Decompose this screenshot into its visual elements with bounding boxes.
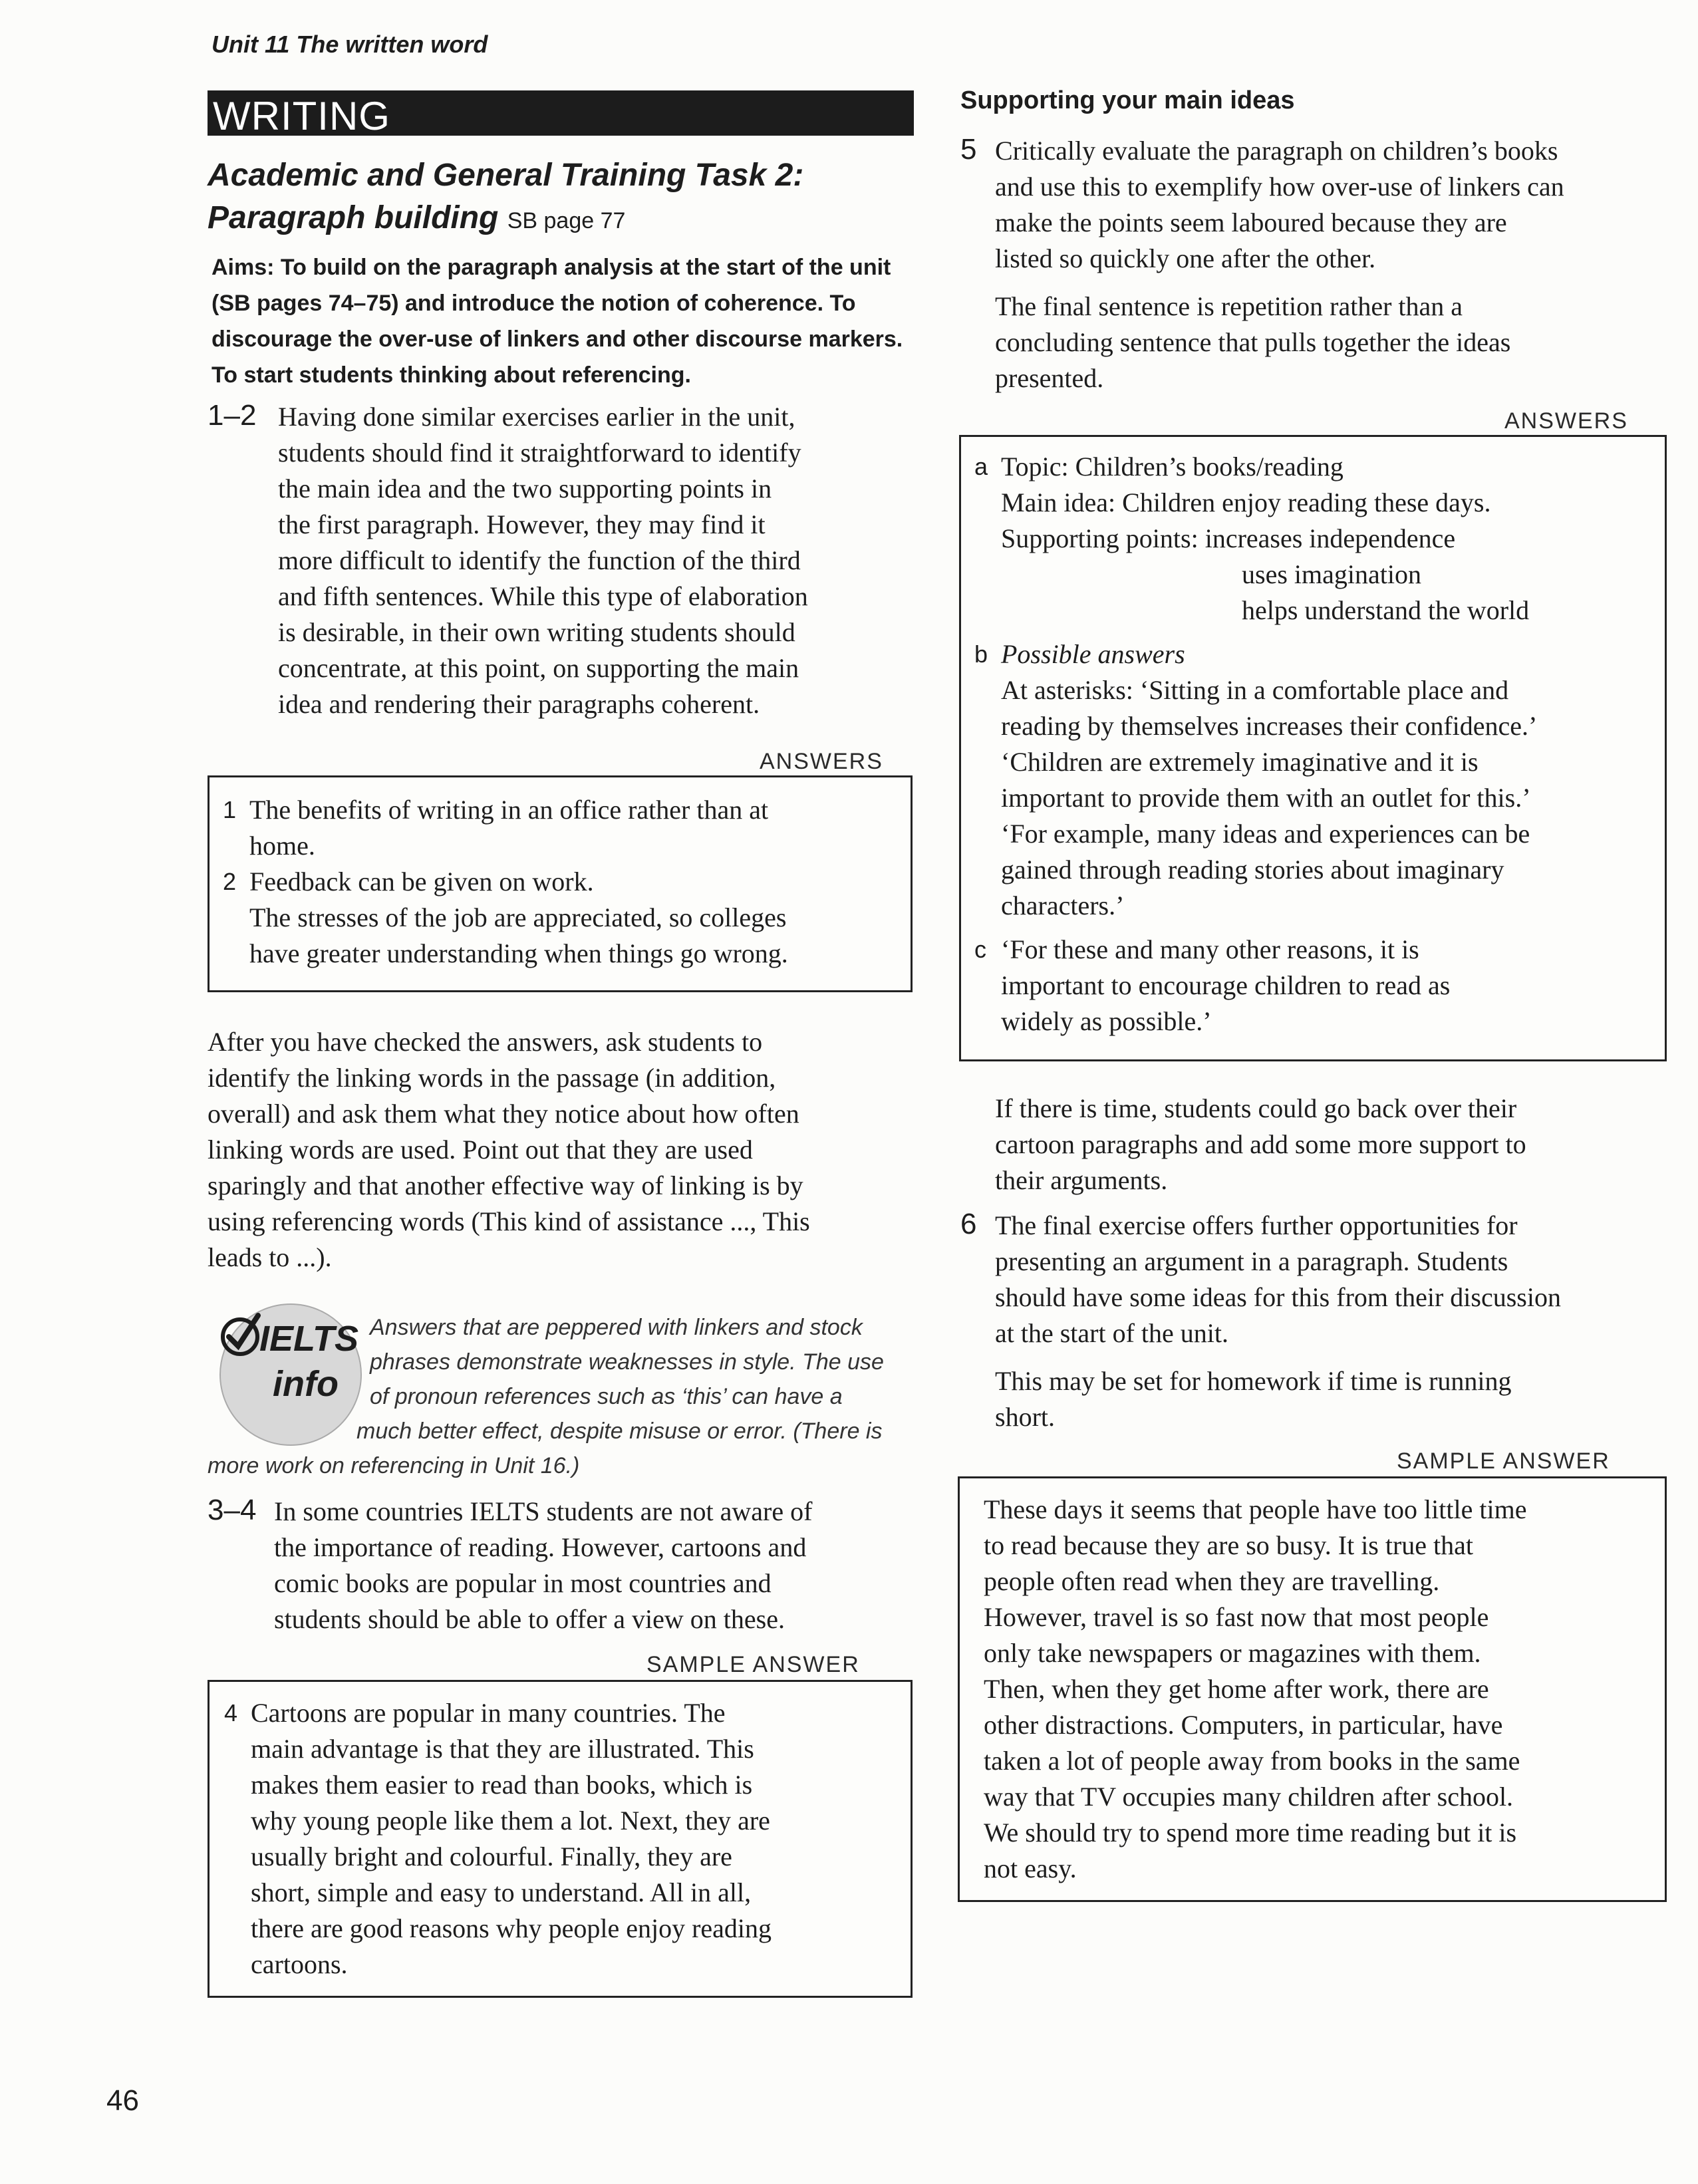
step-6: [960, 1208, 1679, 1435]
after-answers-paragraph: [995, 1091, 1680, 1198]
step-text: [995, 1208, 1679, 1435]
sample-answer-text: [984, 1492, 1641, 1887]
answer-item: [223, 864, 897, 972]
sample-answer-item: [224, 1695, 896, 1982]
line: This may be set for homework if time is running: [995, 1366, 1512, 1396]
line: way that TV occupies many children after school.: [984, 1782, 1514, 1812]
line: These days it seems that people have too little time: [984, 1494, 1527, 1524]
step-1-2: [208, 399, 919, 722]
line: ‘Children are extremely imaginative and it is: [1001, 747, 1479, 777]
line: overall) and ask them what they notice about how often: [208, 1099, 799, 1129]
section-title: WRITING: [213, 94, 390, 138]
sample-answer-label: SAMPLE ANSWER: [646, 1652, 860, 1677]
line: comic books are popular in most countries and: [274, 1568, 772, 1598]
ielts-info-text-end: more work on referencing in Unit 16.): [208, 1453, 580, 1478]
section-title-bar: [208, 90, 914, 136]
line: and use this to exemplify how over-use of linkers can: [995, 172, 1564, 202]
line: widely as possible.’: [1001, 1006, 1212, 1036]
line: Feedback can be given on work.: [249, 867, 594, 896]
task-title-text: Academic and General Training Task 2: Paragraph building: [208, 158, 804, 235]
line: The final sentence is repetition rather than a: [995, 291, 1463, 321]
answer-letter: c: [974, 936, 986, 963]
line: why young people like them a lot. Next, they are: [251, 1806, 770, 1836]
line: concentrate, at this point, on supporting the main: [278, 653, 799, 683]
line: more difficult to identify the function of the third: [278, 545, 801, 575]
line: uses imagination: [1242, 559, 1421, 589]
line: gained through reading stories about imaginary: [1001, 855, 1504, 885]
line: short, simple and easy to understand. All in all,: [251, 1877, 752, 1907]
answers-label: ANSWERS: [760, 749, 883, 774]
line: linking words are used. Point out that they are used: [208, 1135, 753, 1164]
answer-number: 1: [223, 796, 237, 823]
ielts-info-text: [356, 1310, 915, 1448]
line: Then, when they get home after work, there are: [984, 1674, 1489, 1704]
line: should have some ideas for this from their discussion: [995, 1282, 1561, 1312]
line: main advantage is that they are illustrated. This: [251, 1734, 754, 1764]
line: presented.: [995, 363, 1104, 393]
line: Topic: Children’s books/reading: [1001, 452, 1344, 481]
line: ‘For these and many other reasons, it is: [1001, 934, 1419, 964]
answer-item-c: [974, 932, 1651, 1039]
step-number: 3–4: [208, 1494, 257, 1526]
line: not easy.: [984, 1853, 1077, 1883]
line: of pronoun references such as ‘this’ can have a: [370, 1384, 843, 1409]
line: identify the linking words in the passage (in addition,: [208, 1063, 776, 1093]
step-text: [995, 133, 1679, 396]
line: After you have checked the answers, ask students to: [208, 1027, 763, 1057]
subheading: Supporting your main ideas: [960, 86, 1295, 114]
line: short.: [995, 1402, 1055, 1432]
answer-number: 2: [223, 868, 237, 895]
after-answers-paragraph: [208, 1024, 926, 1276]
line: However, travel is so fast now that most people: [984, 1602, 1489, 1632]
line: The stresses of the job are appreciated, so colleges: [249, 902, 787, 932]
step-5: [960, 133, 1679, 396]
line: and fifth sentences. While this type of elaboration: [278, 581, 808, 611]
line: reading by themselves increases their confidence.’: [1001, 711, 1538, 741]
line: the first paragraph. However, they may find it: [278, 509, 766, 539]
line: at the start of the unit.: [995, 1318, 1229, 1348]
step-3-4: [208, 1494, 926, 1637]
task-title: [208, 154, 906, 242]
check-icon: [217, 1311, 263, 1358]
line: important to encourage children to read as: [1001, 970, 1451, 1000]
unit-header: Unit 11 The written word: [212, 31, 488, 58]
line: home.: [249, 831, 315, 861]
line: make the points seem laboured because they are: [995, 207, 1507, 237]
line: If there is time, students could go back over their: [995, 1093, 1517, 1123]
line: idea and rendering their paragraphs coherent.: [278, 689, 760, 719]
line: have greater understanding when things go wrong.: [249, 938, 788, 968]
answer-letter: a: [974, 453, 988, 480]
line: sparingly and that another effective way of linking is by: [208, 1170, 803, 1200]
line: makes them easier to read than books, which is: [251, 1770, 753, 1800]
answer-letter: b: [974, 640, 988, 668]
line: only take newspapers or magazines with them.: [984, 1638, 1481, 1668]
step-text: [278, 399, 919, 722]
line: cartoons.: [251, 1949, 348, 1979]
line: much better effect, despite misuse or error. (There is: [356, 1419, 883, 1444]
answer-item-b: [974, 636, 1651, 924]
sample-answer-box: [208, 1680, 913, 1998]
line: important to provide them with an outlet for this.’: [1001, 783, 1531, 813]
page-number: 46: [106, 2084, 139, 2117]
sb-page-ref: SB page 77: [507, 208, 626, 233]
step-number: 1–2: [208, 399, 257, 432]
line: students should find it straightforward to identify: [278, 438, 801, 468]
line: ‘For example, many ideas and experiences can be: [1001, 819, 1530, 849]
line: cartoon paragraphs and add some more support to: [995, 1129, 1526, 1159]
step-text: [274, 1494, 926, 1637]
line: Critically evaluate the paragraph on children’s books: [995, 136, 1558, 166]
line: listed so quickly one after the other.: [995, 243, 1376, 273]
answers-box: [208, 775, 913, 992]
step-number: 6: [960, 1208, 977, 1240]
line: usually bright and colourful. Finally, they are: [251, 1842, 732, 1871]
line: the importance of reading. However, cartoons and: [274, 1532, 807, 1562]
answer-item-a: [974, 449, 1651, 628]
answer-item: [223, 792, 897, 864]
ielts-badge-title: IELTS: [259, 1319, 359, 1359]
line: people often read when they are travelling.: [984, 1566, 1440, 1596]
line: presenting an argument in a paragraph. Students: [995, 1246, 1508, 1276]
answers-box: [959, 435, 1667, 1061]
line: Having done similar exercises earlier in the unit,: [278, 402, 795, 432]
line: other distractions. Computers, in particular, have: [984, 1710, 1503, 1740]
line: Answers that are peppered with linkers and stock: [370, 1315, 863, 1340]
line: is desirable, in their own writing students should: [278, 617, 795, 647]
line: phrases demonstrate weaknesses in style. The use: [370, 1349, 884, 1375]
line: there are good reasons why people enjoy reading: [251, 1913, 772, 1943]
answers-label: ANSWERS: [1504, 408, 1628, 434]
line: the main idea and the two supporting points in: [278, 474, 772, 503]
line: their arguments.: [995, 1165, 1168, 1195]
line: The benefits of writing in an office rather than at: [249, 795, 769, 825]
line: We should try to spend more time reading but it is: [984, 1818, 1517, 1847]
line: using referencing words (This kind of assistance ..., This: [208, 1206, 810, 1236]
sample-answer-box: [958, 1476, 1667, 1902]
line: Main idea: Children enjoy reading these days.: [1001, 487, 1491, 517]
sample-number: 4: [224, 1699, 238, 1726]
line: concluding sentence that pulls together the ideas: [995, 327, 1511, 357]
step-number: 5: [960, 133, 977, 166]
line: Cartoons are popular in many countries. The: [251, 1698, 726, 1728]
line: The final exercise offers further opportunities for: [995, 1210, 1518, 1240]
sample-answer-label: SAMPLE ANSWER: [1397, 1448, 1610, 1474]
line: taken a lot of people away from books in the same: [984, 1746, 1520, 1776]
line: helps understand the world: [1242, 595, 1530, 625]
aims: Aims: To build on the paragraph analysis at the start of the unit (SB pages 74–75) and introduce the notion of coherence. To discourage the over-use of linkers and other discourse markers. To start students thinking about referencing.: [212, 255, 903, 388]
line: In some countries IELTS students are not aware of: [274, 1496, 813, 1526]
line: characters.’: [1001, 890, 1125, 920]
line: At asterisks: ‘Sitting in a comfortable place and: [1001, 675, 1509, 705]
ielts-badge-subtitle: info: [273, 1364, 339, 1404]
line: to read because they are so busy. It is true that: [984, 1530, 1474, 1560]
ielts-info-badge: [219, 1303, 362, 1446]
line: Supporting points: increases independence: [1001, 523, 1456, 553]
line: Possible answers: [1001, 639, 1185, 669]
line: students should be able to offer a view on these.: [274, 1604, 785, 1634]
line: leads to ...).: [208, 1242, 332, 1272]
